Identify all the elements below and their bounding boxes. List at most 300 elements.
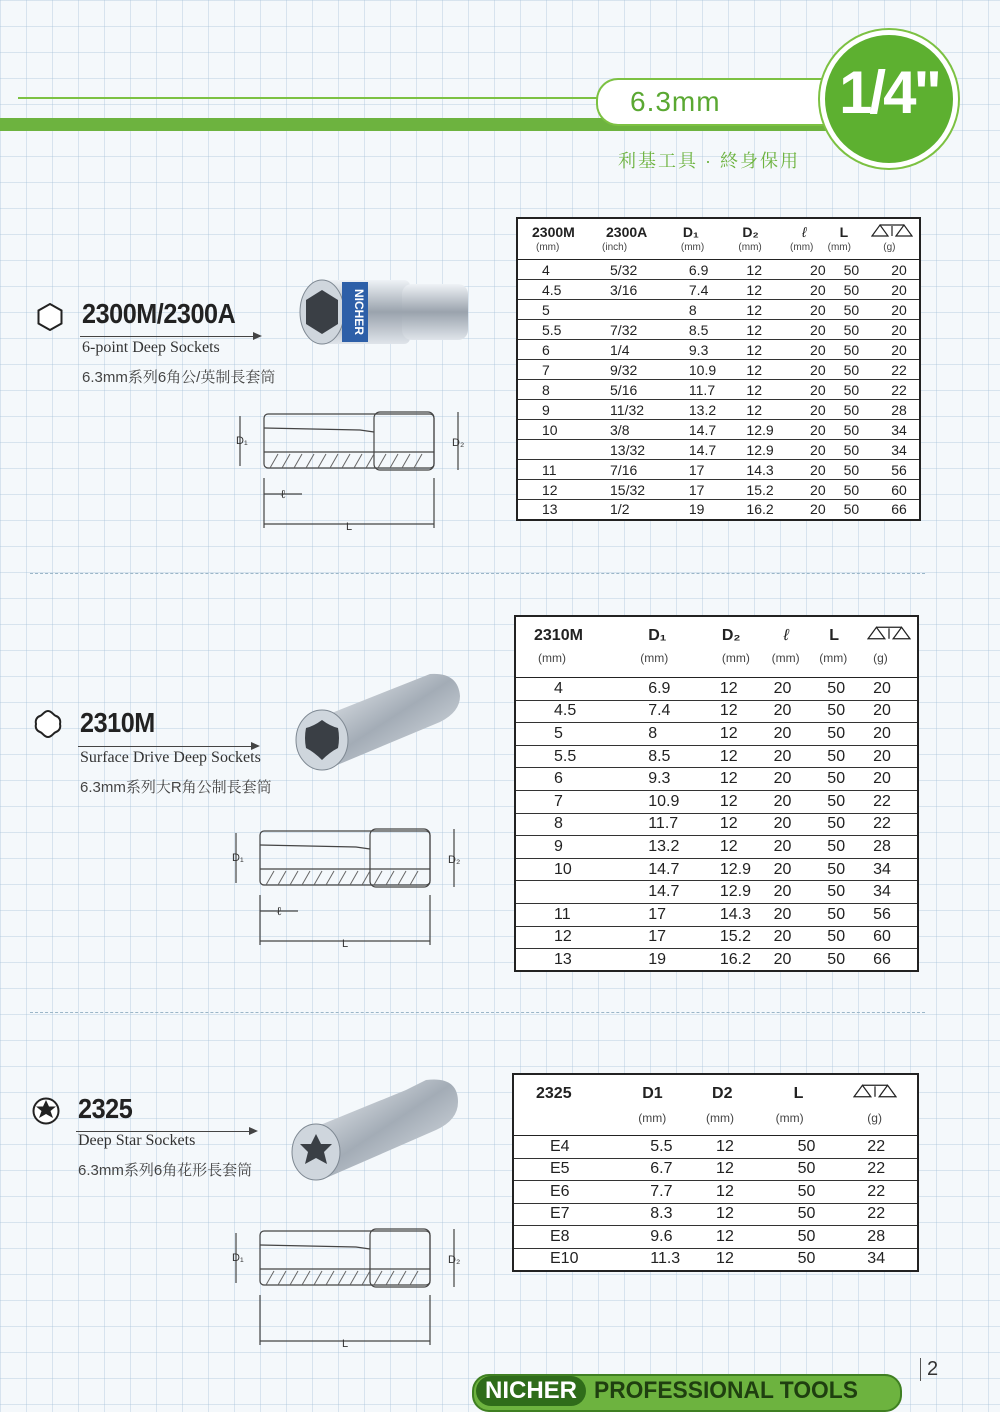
table-cell: 20 — [764, 813, 816, 836]
table-cell: 19 — [648, 950, 666, 968]
table-cell: 12.9 — [700, 881, 764, 904]
table-cell: E4 — [513, 1136, 622, 1159]
diagram-l-big: L — [342, 938, 349, 950]
section-model: 2300M/2300A — [82, 298, 236, 329]
table-cell: 9 — [517, 400, 592, 420]
table-row — [517, 380, 920, 400]
table-cell: 12 — [515, 926, 626, 949]
table-cell: 1/4 — [592, 340, 667, 360]
table-cell: 9/32 — [592, 360, 667, 380]
brand-logo: NICHER — [476, 1376, 586, 1406]
table-row — [515, 768, 918, 791]
table-cell: 50 — [762, 1181, 832, 1204]
diagram-d2: D₂ — [448, 854, 461, 866]
section-name-cn: 6.3mm系列大R角公制長套筒 — [80, 779, 272, 796]
table-cell: 14.7 — [667, 420, 725, 440]
table-cell: 12.9 — [724, 440, 780, 460]
table-cell: 13/32 — [592, 440, 667, 460]
table-cell: 50 — [815, 768, 859, 791]
table-cell: 9.3 — [667, 340, 725, 360]
table-cell: 50 — [827, 950, 846, 968]
table-cell: 10.9 — [626, 790, 700, 813]
table-row — [517, 420, 920, 440]
table-cell: E8 — [513, 1226, 622, 1249]
table-cell: 20 — [865, 340, 920, 360]
table-row — [517, 460, 920, 480]
table-cell: 8.5 — [626, 745, 700, 768]
table-cell: 22 — [831, 1136, 918, 1159]
diagram-l-big: L — [342, 1338, 349, 1350]
section-divider — [30, 573, 925, 574]
product-label: NICHER — [352, 288, 366, 336]
table-cell: 12 — [692, 1203, 762, 1226]
table-cell: 3/8 — [592, 420, 667, 440]
table-row — [517, 480, 920, 500]
col-header-weight — [831, 1074, 918, 1103]
table-cell: 12 — [700, 790, 764, 813]
socket-diagram-2310 — [226, 825, 466, 950]
table-cell: 12 — [724, 280, 780, 300]
table-cell: 8 — [667, 300, 725, 320]
table-cell: 11.7 — [626, 813, 700, 836]
section-model: 2310M — [80, 707, 155, 738]
table-row — [515, 881, 918, 904]
table-cell: 50 — [815, 678, 859, 701]
table-cell: 20 — [764, 678, 816, 701]
socket-photo-2300 — [292, 276, 472, 348]
table-cell: 50 — [797, 1250, 816, 1267]
table-cell: 11 — [515, 903, 626, 926]
table-cell: 20 — [780, 320, 826, 340]
table-cell: 34 — [865, 420, 920, 440]
col-header: L — [793, 1085, 804, 1102]
table-cell: 17 — [667, 460, 725, 480]
col-header-weight — [859, 616, 918, 645]
table-cell: 6.9 — [626, 678, 700, 701]
table-cell: 12 — [716, 1250, 734, 1267]
table-cell: 12 — [724, 380, 780, 400]
table-cell: 14.7 — [626, 858, 700, 881]
table-cell: 6.7 — [622, 1158, 692, 1181]
table-cell: 50 — [826, 420, 866, 440]
table-cell: 11 — [517, 460, 592, 480]
section-name-en: Deep Star Sockets — [78, 1132, 196, 1149]
table-cell: 1/2 — [610, 501, 630, 518]
table-cell: 50 — [815, 700, 859, 723]
table-row — [515, 926, 918, 949]
table-cell: 50 — [815, 858, 859, 881]
table-row — [515, 858, 918, 881]
table-row — [513, 1158, 918, 1181]
table-cell: 4 — [515, 678, 626, 701]
table-cell: 12.9 — [700, 858, 764, 881]
weight-icon — [871, 223, 913, 237]
table-cell: 22 — [831, 1203, 918, 1226]
table-cell: 10.9 — [667, 360, 725, 380]
table-cell: 50 — [826, 300, 866, 320]
table-row — [515, 836, 918, 859]
table-cell: 12 — [700, 836, 764, 859]
header-rule — [18, 97, 598, 99]
table-cell: 50 — [815, 723, 859, 746]
table-cell: 5 — [517, 300, 592, 320]
table-cell: 20 — [865, 300, 920, 320]
table-cell: 50 — [815, 813, 859, 836]
col-header: 2300A — [606, 224, 648, 240]
col-header: 2310M — [534, 627, 583, 644]
table-cell: 7.4 — [667, 280, 725, 300]
table-cell: 50 — [826, 360, 866, 380]
table-cell: 5 — [515, 723, 626, 746]
col-header: ℓ — [802, 224, 807, 240]
table-cell: 12 — [724, 360, 780, 380]
table-cell: 8 — [626, 723, 700, 746]
table-cell: 22 — [831, 1181, 918, 1204]
table-cell: 10 — [517, 420, 592, 440]
table-cell: 3/16 — [592, 280, 667, 300]
table-cell: 17 — [667, 480, 725, 500]
table-cell: 12 — [692, 1136, 762, 1159]
col-unit: (mm) — [667, 240, 725, 260]
table-row — [517, 280, 920, 300]
table-cell: 5.5 — [515, 745, 626, 768]
table-cell: 12 — [700, 768, 764, 791]
table-cell: 20 — [780, 280, 826, 300]
spec-table-2310 — [514, 615, 919, 972]
col-header: D₁ — [648, 627, 667, 644]
table-cell: 20 — [859, 723, 918, 746]
col-unit: (inch) — [592, 240, 667, 260]
section-divider — [30, 1012, 925, 1013]
table-cell: 9.6 — [622, 1226, 692, 1249]
table-cell: 20 — [780, 300, 826, 320]
col-header: D₁ — [682, 224, 699, 240]
table-cell: 34 — [859, 881, 918, 904]
table-cell: 50 — [762, 1203, 832, 1226]
table-row — [515, 700, 918, 723]
table-row — [513, 1136, 918, 1159]
table-cell — [515, 881, 626, 904]
table-cell: 14.3 — [724, 460, 780, 480]
table-cell: 7 — [517, 360, 592, 380]
table-cell: 20 — [764, 768, 816, 791]
table-cell: 13 — [554, 950, 572, 968]
col-unit: (mm) — [622, 1103, 692, 1136]
table-cell: 12 — [692, 1226, 762, 1249]
col-unit: (mm) — [764, 645, 816, 678]
table-cell: 20 — [859, 745, 918, 768]
table-cell: 50 — [826, 400, 866, 420]
page-number: 2 — [920, 1358, 938, 1381]
drive-fraction: 1/4" — [839, 59, 939, 126]
table-cell: 12 — [700, 700, 764, 723]
table-cell: 50 — [815, 745, 859, 768]
col-unit: (mm) — [826, 240, 866, 260]
table-cell: 7.7 — [622, 1181, 692, 1204]
table-cell: 20 — [859, 678, 918, 701]
table-row — [517, 300, 920, 320]
table-cell: 7/16 — [592, 460, 667, 480]
section-name-cn: 6.3mm系列6角公/英制長套筒 — [82, 369, 276, 386]
table-cell: 4.5 — [515, 700, 626, 723]
table-cell: 50 — [815, 903, 859, 926]
table-cell: E5 — [513, 1158, 622, 1181]
table-cell: 20 — [764, 745, 816, 768]
table-cell: 22 — [865, 380, 920, 400]
table-cell: 34 — [859, 858, 918, 881]
hexagon-icon — [36, 303, 64, 331]
slogan: 利基工具 · 終身保用 — [618, 151, 800, 171]
weight-icon — [853, 1083, 897, 1098]
table-cell: 50 — [843, 501, 860, 518]
table-cell: 16.2 — [746, 501, 774, 518]
table-cell: 50 — [826, 320, 866, 340]
section-name-en: Surface Drive Deep Sockets — [80, 749, 261, 766]
col-header: ℓ — [783, 627, 789, 644]
table-cell: 5/32 — [592, 260, 667, 280]
table-cell: 12 — [692, 1158, 762, 1181]
table-cell: 20 — [780, 380, 826, 400]
table-row — [515, 723, 918, 746]
brand-tagline: PROFESSIONAL TOOLS — [594, 1377, 858, 1404]
col-header: L — [829, 627, 840, 644]
table-cell: 15.2 — [700, 926, 764, 949]
table-cell: 50 — [826, 480, 866, 500]
col-unit: (mm) — [815, 645, 859, 678]
table-cell: 20 — [859, 768, 918, 791]
table-cell: 56 — [859, 903, 918, 926]
table-cell: 50 — [762, 1226, 832, 1249]
drive-size-label: 6.3mm — [630, 86, 721, 117]
table-cell: 12 — [700, 813, 764, 836]
col-unit: (g) — [859, 645, 918, 678]
col-unit: (mm) — [692, 1103, 762, 1136]
table-cell: 9 — [515, 836, 626, 859]
table-row — [513, 1181, 918, 1204]
table-cell: 14.7 — [667, 440, 725, 460]
table-cell: 20 — [859, 700, 918, 723]
col-unit: (mm) — [700, 645, 764, 678]
table-cell: 50 — [826, 280, 866, 300]
col-unit: (g) — [865, 240, 920, 260]
spec-table-2325 — [512, 1073, 919, 1272]
table-cell: 50 — [815, 926, 859, 949]
table-cell: 20 — [865, 280, 920, 300]
table-cell: 12 — [724, 340, 780, 360]
table-cell: 20 — [865, 320, 920, 340]
table-cell: 50 — [815, 836, 859, 859]
table-cell: E10 — [550, 1250, 579, 1267]
table-cell: 20 — [780, 460, 826, 480]
section-name-cn: 6.3mm系列6角花形長套筒 — [78, 1162, 253, 1179]
table-cell: 11/32 — [592, 400, 667, 420]
table-cell — [517, 440, 592, 460]
table-cell: 50 — [826, 260, 866, 280]
table-cell: 20 — [780, 420, 826, 440]
table-cell: 12 — [692, 1181, 762, 1204]
table-cell: 12 — [724, 400, 780, 420]
col-header: D2 — [712, 1085, 733, 1102]
table-cell: 9.3 — [626, 768, 700, 791]
table-cell: 20 — [780, 360, 826, 380]
table-cell: 17 — [626, 903, 700, 926]
table-cell: 10 — [515, 858, 626, 881]
col-header-weight — [865, 218, 920, 240]
table-cell: 12 — [517, 480, 592, 500]
table-row — [517, 440, 920, 460]
col-unit: (mm) — [724, 240, 780, 260]
table-row — [517, 400, 920, 420]
section-model: 2325 — [78, 1093, 133, 1124]
table-cell: 5/16 — [592, 380, 667, 400]
table-cell: 66 — [891, 501, 907, 518]
table-cell — [592, 300, 667, 320]
table-cell: 22 — [859, 790, 918, 813]
socket-diagram-2300 — [230, 408, 470, 533]
table-cell: 12 — [700, 678, 764, 701]
table-cell: 8 — [515, 813, 626, 836]
table-cell: 20 — [810, 501, 826, 518]
table-cell: 6 — [515, 768, 626, 791]
table-cell: 7 — [515, 790, 626, 813]
table-cell: 12 — [724, 320, 780, 340]
table-cell: 34 — [867, 1250, 886, 1267]
table-row — [515, 949, 918, 972]
diagram-l-small: ℓ — [276, 904, 282, 918]
diagram-l-small: ℓ — [280, 487, 286, 501]
table-row — [513, 1248, 918, 1271]
table-cell: 20 — [764, 700, 816, 723]
table-cell: 8.3 — [622, 1203, 692, 1226]
table-cell: 50 — [762, 1136, 832, 1159]
col-header: D₂ — [742, 224, 759, 240]
table-row — [517, 260, 920, 280]
table-cell: 12.9 — [724, 420, 780, 440]
star-icon — [32, 1097, 60, 1125]
col-unit: (g) — [831, 1103, 918, 1136]
table-cell: 50 — [762, 1158, 832, 1181]
table-cell: 19 — [688, 501, 705, 518]
table-cell: 15/32 — [592, 480, 667, 500]
table-cell: 22 — [865, 360, 920, 380]
col-unit: (mm) — [517, 240, 592, 260]
table-row — [513, 1203, 918, 1226]
table-cell: 20 — [773, 950, 792, 968]
table-cell: 34 — [865, 440, 920, 460]
col-header: 2325 — [536, 1085, 572, 1102]
socket-photo-2310 — [290, 668, 465, 773]
table-cell: E6 — [513, 1181, 622, 1204]
table-cell: 66 — [873, 950, 891, 968]
table-cell: 8 — [517, 380, 592, 400]
col-header: 2300M — [532, 224, 575, 240]
table-cell: 50 — [826, 460, 866, 480]
table-cell: 4.5 — [517, 280, 592, 300]
surface-drive-icon — [34, 710, 62, 738]
table-cell: 12 — [724, 300, 780, 320]
diagram-d1: D₁ — [232, 1252, 244, 1264]
diagram-d1: D₁ — [236, 435, 248, 447]
table-cell: 50 — [826, 340, 866, 360]
table-row — [517, 320, 920, 340]
table-cell: 14.7 — [626, 881, 700, 904]
table-cell: 50 — [826, 380, 866, 400]
table-cell: 20 — [764, 723, 816, 746]
table-row — [513, 1226, 918, 1249]
table-cell: 20 — [780, 340, 826, 360]
table-cell: 50 — [815, 881, 859, 904]
table-cell: E7 — [513, 1203, 622, 1226]
table-cell: 4 — [517, 260, 592, 280]
table-cell: 22 — [831, 1158, 918, 1181]
table-cell: 56 — [865, 460, 920, 480]
table-cell: 6.9 — [667, 260, 725, 280]
col-header: D₂ — [721, 627, 741, 644]
socket-photo-2325 — [286, 1074, 464, 1184]
table-cell: 20 — [764, 881, 816, 904]
table-cell: 60 — [865, 480, 920, 500]
col-header: L — [839, 224, 849, 240]
table-cell: 20 — [780, 480, 826, 500]
table-cell: 20 — [764, 858, 816, 881]
col-unit: (mm) — [780, 240, 826, 260]
table-cell: 7/32 — [592, 320, 667, 340]
arrow-line — [80, 336, 260, 337]
table-cell: 50 — [815, 790, 859, 813]
table-cell: 12 — [724, 260, 780, 280]
col-unit: (mm) — [762, 1103, 832, 1136]
diagram-d2: D₂ — [452, 437, 465, 449]
table-cell: 16.2 — [719, 950, 751, 968]
table-cell: 6 — [517, 340, 592, 360]
table-cell: 5.5 — [517, 320, 592, 340]
table-cell: 28 — [865, 400, 920, 420]
col-unit: (mm) — [626, 645, 700, 678]
table-cell: 14.3 — [700, 903, 764, 926]
diagram-l-big: L — [346, 521, 353, 533]
table-cell: 8.5 — [667, 320, 725, 340]
table-cell: 12 — [700, 723, 764, 746]
table-cell: 13 — [542, 501, 558, 518]
arrow-line — [78, 746, 258, 747]
table-cell: 20 — [865, 260, 920, 280]
table-cell: 20 — [780, 260, 826, 280]
table-cell: 7.4 — [626, 700, 700, 723]
table-cell: 17 — [626, 926, 700, 949]
table-cell: 15.2 — [724, 480, 780, 500]
table-row — [517, 360, 920, 380]
col-unit — [513, 1103, 622, 1136]
table-cell: 50 — [826, 440, 866, 460]
table-cell: 11.7 — [667, 380, 725, 400]
table-cell: 11.3 — [650, 1250, 681, 1267]
table-row — [517, 500, 920, 520]
spec-table-2300 — [516, 217, 921, 521]
table-cell: 13.2 — [626, 836, 700, 859]
socket-diagram-2325 — [226, 1225, 466, 1350]
table-cell: 20 — [780, 440, 826, 460]
table-cell: 28 — [859, 836, 918, 859]
table-cell: 20 — [764, 836, 816, 859]
table-row — [515, 903, 918, 926]
table-row — [515, 790, 918, 813]
col-unit: (mm) — [515, 645, 626, 678]
table-cell: 20 — [764, 926, 816, 949]
table-cell: 22 — [859, 813, 918, 836]
table-cell: 20 — [764, 790, 816, 813]
table-cell: 5.5 — [622, 1136, 692, 1159]
table-cell: 28 — [831, 1226, 918, 1249]
